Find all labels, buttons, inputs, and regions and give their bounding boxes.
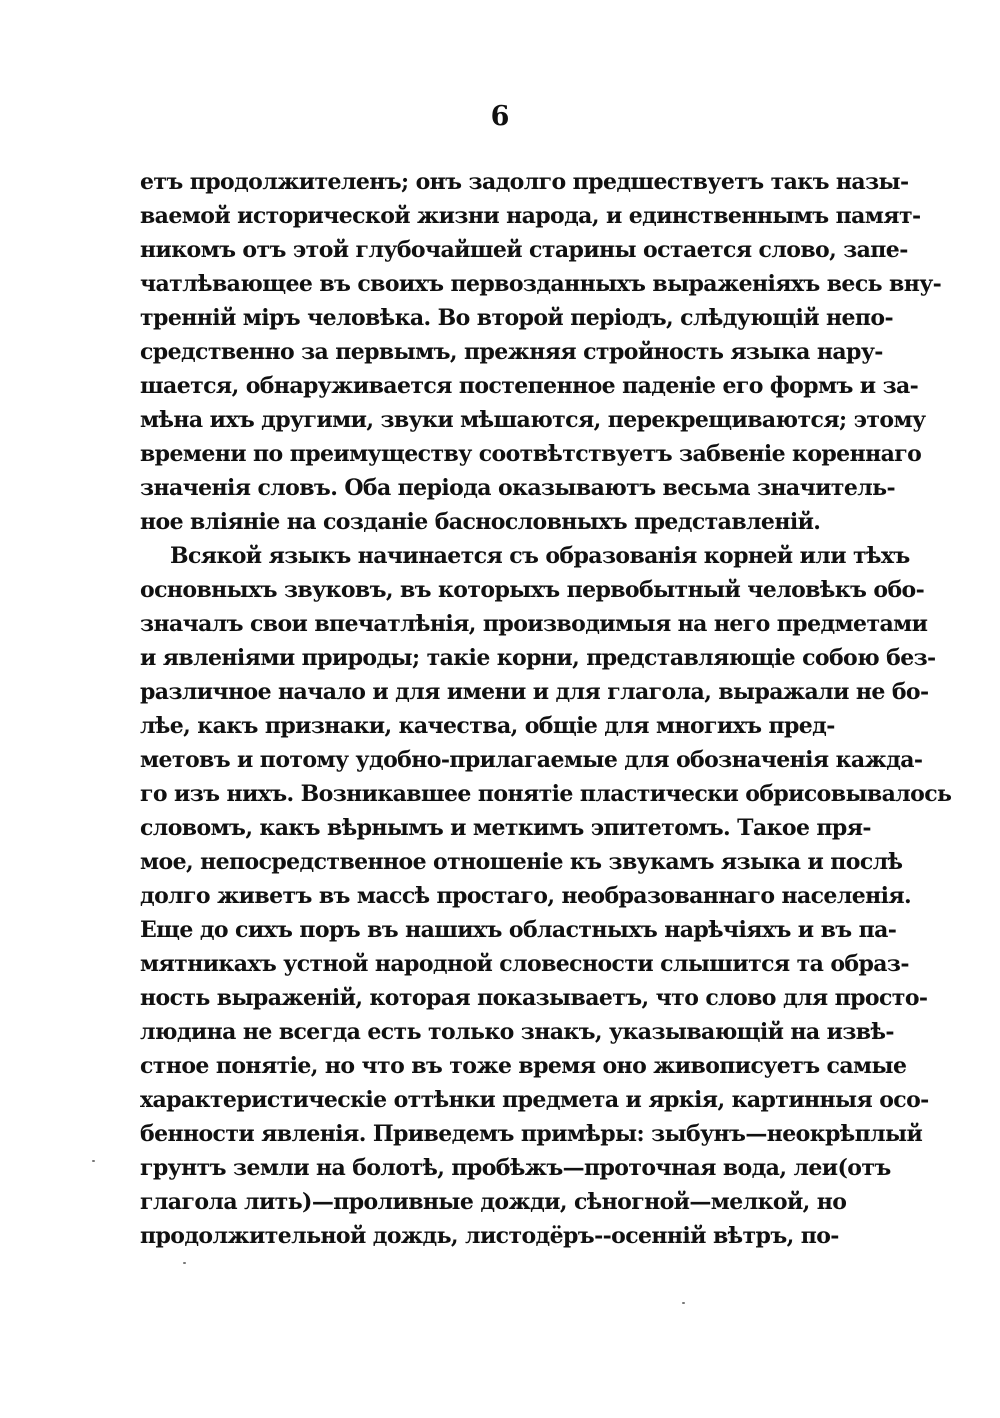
text-line: мое, непосредственное отношеніе къ звукамъ языка и послѣ	[140, 849, 903, 875]
scan-speck	[183, 1262, 186, 1264]
text-line: Еще до сихъ поръ въ нашихъ областныхъ нарѣчіяхъ и въ па-	[140, 917, 897, 943]
text-line: метовъ и потому удобно-прилагаемые для обозначенія кажда-	[140, 747, 923, 773]
text-line: етъ продолжителенъ; онъ задолго предшествуетъ такъ назы-	[140, 169, 909, 195]
scan-speck	[92, 1160, 95, 1162]
text-line: средственно за первымъ, прежняя стройность языка нару-	[140, 339, 883, 365]
text-line: и явленіями природы; такіе корни, представляющіе собою без-	[140, 645, 936, 671]
page-number: 6	[490, 101, 510, 132]
text-line: характеристическіе оттѣнки предмета и яркія, картинныя осо-	[140, 1087, 929, 1113]
text-line: словомъ, какъ вѣрнымъ и меткимъ эпитетомъ. Такое пря-	[140, 815, 871, 841]
text-line: людина не всегда есть только знакъ, указывающій на извѣ-	[140, 1019, 894, 1045]
text-line: продолжительной дождь, листодёръ--осенній вѣтръ, по-	[140, 1223, 839, 1249]
text-line: чатлѣвающее въ своихъ первозданныхъ выраженіяхъ весь вну-	[140, 271, 942, 297]
text-line: никомъ отъ этой глубочайшей старины остается слово, запе-	[140, 237, 908, 263]
text-line: мятникахъ устной народной словесности слышится та образ-	[140, 951, 909, 977]
text-line: времени по преимуществу соотвѣтствуетъ забвеніе кореннаго	[140, 441, 922, 467]
text-line: Всякой языкъ начинается съ образованія корней или тѣхъ	[170, 543, 910, 569]
text-line: долго живетъ въ массѣ простаго, необразованнаго населенія.	[140, 883, 912, 909]
text-line: основныхъ звуковъ, въ которыхъ первобытный человѣкъ обо-	[140, 577, 925, 603]
text-line: различное начало и для имени и для глагола, выражали не бо-	[140, 679, 929, 705]
text-line: тренній міръ человѣка. Во второй періодъ, слѣдующій непо-	[140, 305, 893, 331]
text-line: глагола лить)—проливные дожди, сѣногной—мелкой, но	[140, 1189, 847, 1215]
text-line: ваемой исторической жизни народа, и единственнымъ памят-	[140, 203, 921, 229]
text-line: грунтъ земли на болотѣ, пробѣжъ—проточная вода, леи(отъ	[140, 1155, 891, 1181]
text-line: мѣна ихъ другими, звуки мѣшаются, перекрещиваются; этому	[140, 407, 926, 433]
text-line: шается, обнаруживается постепенное паденіе его формъ и за-	[140, 373, 919, 399]
text-line: лѣе, какъ признаки, качества, общіе для многихъ пред-	[140, 713, 835, 739]
text-line: значалъ свои впечатлѣнія, производимыя на него предметами	[140, 611, 928, 637]
text-line: стное понятіе, но что въ тоже время оно живописуетъ самые	[140, 1053, 907, 1079]
text-line: ность выраженій, которая показываетъ, что слово для просто-	[140, 985, 928, 1011]
text-line: бенности явленія. Приведемъ примѣры: зыбунъ—неокрѣплый	[140, 1121, 923, 1147]
text-line: ное вліяніе на созданіе баснословныхъ представленій.	[140, 509, 821, 535]
scan-speck	[682, 1302, 685, 1304]
text-line: го изъ нихъ. Возникавшее понятіе пластически обрисовывалось	[140, 781, 952, 807]
text-line: значенія словъ. Оба періода оказываютъ весьма значитель-	[140, 475, 896, 501]
